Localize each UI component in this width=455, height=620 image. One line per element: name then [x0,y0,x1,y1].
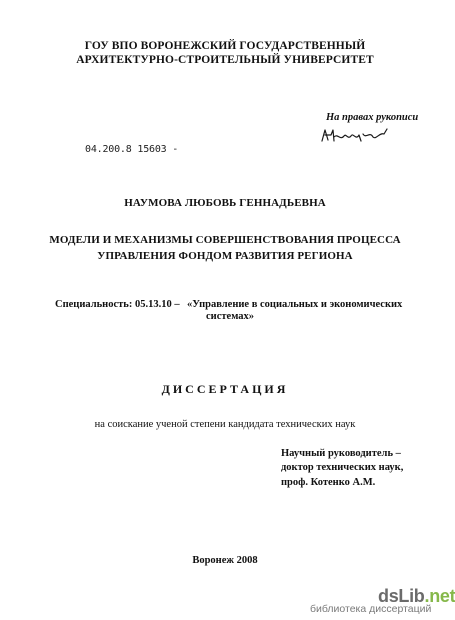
supervisor-role: Научный руководитель – [281,448,401,459]
degree-description: на соискание ученой степени кандидата технических наук [94,419,356,430]
specialty-value-line-1: «Управление в социальных и экономических [187,299,403,310]
city-and-year: Воронеж 2008 [192,555,258,566]
watermark-logo-domain: .net [424,586,455,606]
handwritten-signature-icon [318,125,398,147]
university-name-line-2: АРХИТЕКТУРНО-СТРОИТЕЛЬНЫЙ УНИВЕРСИТЕТ [76,54,374,66]
watermark-logo-name: dsLib [378,586,425,606]
author-name: НАУМОВА ЛЮБОВЬ ГЕННАДЬЕВНА [124,197,326,209]
dissertation-title-line-1: МОДЕЛИ И МЕХАНИЗМЫ СОВЕРШЕНСТВОВАНИЯ ПРОЦЕССА [49,234,401,246]
document-type-heading: ДИССЕРТАЦИЯ [161,382,289,396]
supervisor-degree: доктор технических наук, [281,462,404,473]
watermark-tagline: библиотека диссертаций [310,603,432,615]
registration-stamp-code: 04.200.8 15603 - [85,144,179,155]
dissertation-title-line-2: УПРАВЛЕНИЯ ФОНДОМ РАЗВИТИЯ РЕГИОНА [97,250,353,262]
university-name-line-1: ГОУ ВПО ВОРОНЕЖСКИЙ ГОСУДАРСТВЕННЫЙ [84,40,366,52]
manuscript-rights-note: На правах рукописи [326,112,419,123]
specialty-value-line-2: системах» [206,311,255,322]
specialty-label: Специальность: 05.13.10 – [55,299,180,310]
supervisor-name: проф. Котенко А.М. [281,477,376,488]
